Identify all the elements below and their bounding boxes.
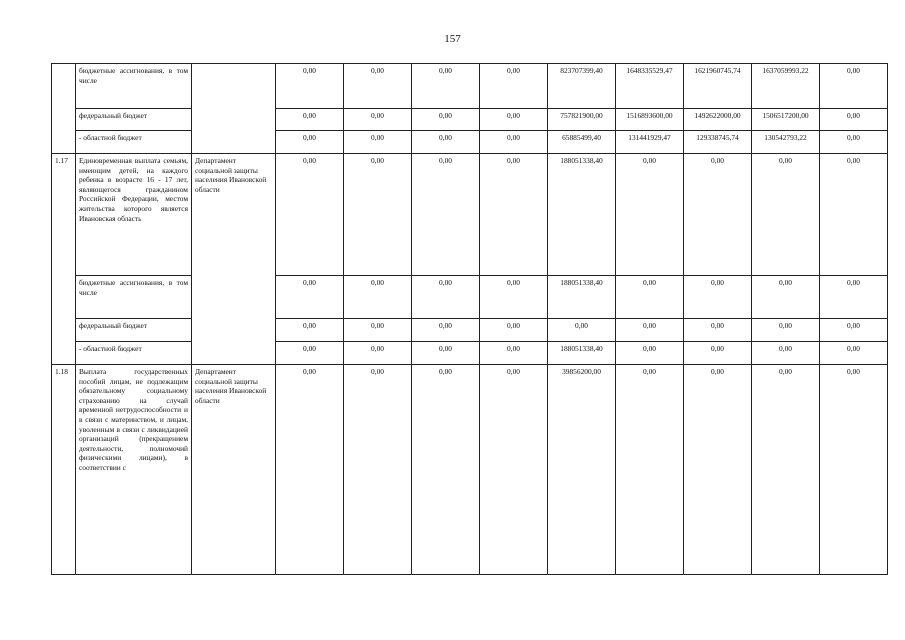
table-row — [52, 365, 888, 575]
table-row — [52, 342, 888, 365]
value-cell: 188051338,40 — [548, 342, 616, 365]
value-cell: 0,00 — [480, 365, 548, 575]
value-cell: 0,00 — [752, 154, 820, 276]
table-row — [52, 131, 888, 154]
value-cell: 188051338,40 — [548, 154, 616, 276]
row-name: - областной бюджет — [76, 131, 192, 154]
value-cell: 0,00 — [344, 319, 412, 342]
table-row — [52, 154, 888, 276]
value-cell: 0,00 — [820, 109, 888, 131]
value-cell: 0,00 — [276, 109, 344, 131]
value-cell: 188051338,40 — [548, 276, 616, 319]
value-cell: 131441929,47 — [616, 131, 684, 154]
value-cell: 65885499,40 — [548, 131, 616, 154]
value-cell: 129338745,74 — [684, 131, 752, 154]
value-cell: 0,00 — [684, 276, 752, 319]
row-executor: Департамент социальной защиты населения Ивановской области — [192, 365, 276, 575]
value-cell: 0,00 — [344, 109, 412, 131]
value-cell: 0,00 — [276, 319, 344, 342]
value-cell: 0,00 — [752, 319, 820, 342]
value-cell: 0,00 — [752, 365, 820, 575]
value-cell: 0,00 — [820, 154, 888, 276]
page-number: 157 — [444, 33, 461, 45]
value-cell: 0,00 — [752, 342, 820, 365]
row-name: федеральный бюджет — [76, 109, 192, 131]
budget-table — [51, 63, 888, 575]
value-cell: 0,00 — [276, 131, 344, 154]
table-row — [52, 109, 888, 131]
value-cell: 0,00 — [480, 131, 548, 154]
value-cell: 0,00 — [412, 109, 480, 131]
value-cell: 0,00 — [480, 319, 548, 342]
value-cell: 0,00 — [276, 64, 344, 109]
value-cell: 130542793,22 — [752, 131, 820, 154]
value-cell: 0,00 — [276, 365, 344, 575]
table-row — [52, 64, 888, 109]
value-cell: 823707399,40 — [548, 64, 616, 109]
row-executor — [192, 64, 276, 154]
value-cell: 0,00 — [412, 64, 480, 109]
value-cell: 0,00 — [616, 365, 684, 575]
value-cell: 0,00 — [820, 342, 888, 365]
row-number: 1.18 — [52, 365, 76, 575]
row-name: - областной бюджет — [76, 342, 192, 365]
value-cell: 1516893600,00 — [616, 109, 684, 131]
value-cell: 0,00 — [684, 154, 752, 276]
row-name: Выплата государственных пособий лицам, не подлежащим обязательному социальному страхованию на случай временной нетрудоспособности и в связи с материнством, и лицам, уволенным в связи с ликвидацией организаций (прекращением деятельности, полномочий физическими лицами), в соответствии с — [76, 365, 192, 575]
row-name: бюджетные ассигнования, в том числе — [76, 276, 192, 319]
value-cell: 39856200,00 — [548, 365, 616, 575]
value-cell: 0,00 — [548, 319, 616, 342]
value-cell: 0,00 — [412, 319, 480, 342]
value-cell: 0,00 — [480, 154, 548, 276]
value-cell: 0,00 — [344, 64, 412, 109]
value-cell: 0,00 — [412, 276, 480, 319]
value-cell: 0,00 — [344, 342, 412, 365]
value-cell: 0,00 — [684, 342, 752, 365]
value-cell: 0,00 — [344, 154, 412, 276]
value-cell: 0,00 — [820, 319, 888, 342]
table-row — [52, 276, 888, 319]
value-cell: 0,00 — [276, 154, 344, 276]
value-cell: 0,00 — [820, 276, 888, 319]
value-cell: 0,00 — [616, 319, 684, 342]
value-cell: 1621960745,74 — [684, 64, 752, 109]
row-number: 1.17 — [52, 154, 76, 365]
value-cell: 0,00 — [344, 365, 412, 575]
value-cell: 0,00 — [276, 342, 344, 365]
value-cell: 0,00 — [616, 342, 684, 365]
value-cell: 0,00 — [820, 131, 888, 154]
value-cell: 0,00 — [684, 365, 752, 575]
value-cell: 0,00 — [412, 154, 480, 276]
value-cell: 1492622000,00 — [684, 109, 752, 131]
value-cell: 0,00 — [616, 276, 684, 319]
value-cell: 0,00 — [276, 276, 344, 319]
row-name: федеральный бюджет — [76, 319, 192, 342]
value-cell: 0,00 — [344, 276, 412, 319]
value-cell: 0,00 — [480, 109, 548, 131]
value-cell: 0,00 — [412, 365, 480, 575]
value-cell: 0,00 — [480, 276, 548, 319]
value-cell: 0,00 — [480, 64, 548, 109]
value-cell: 0,00 — [820, 64, 888, 109]
row-executor: Департамент социальной защиты населения Ивановской области — [192, 154, 276, 365]
value-cell: 1506517200,00 — [752, 109, 820, 131]
value-cell: 757821900,00 — [548, 109, 616, 131]
value-cell: 0,00 — [616, 154, 684, 276]
table-row — [52, 319, 888, 342]
row-name: Единовременная выплата семьям, имеющим детей, на каждого ребенка в возрасте 16 - 17 лет, являющегося гражданином Российской Федерации, местом жительства которого является Ивановская область — [76, 154, 192, 276]
value-cell: 0,00 — [752, 276, 820, 319]
row-name: бюджетные ассигнования, в том числе — [76, 64, 192, 109]
value-cell: 0,00 — [412, 131, 480, 154]
value-cell: 0,00 — [820, 365, 888, 575]
row-number — [52, 64, 76, 154]
value-cell: 0,00 — [344, 131, 412, 154]
value-cell: 0,00 — [684, 319, 752, 342]
value-cell: 0,00 — [480, 342, 548, 365]
value-cell: 0,00 — [412, 342, 480, 365]
value-cell: 1637059993,22 — [752, 64, 820, 109]
value-cell: 1648335529,47 — [616, 64, 684, 109]
